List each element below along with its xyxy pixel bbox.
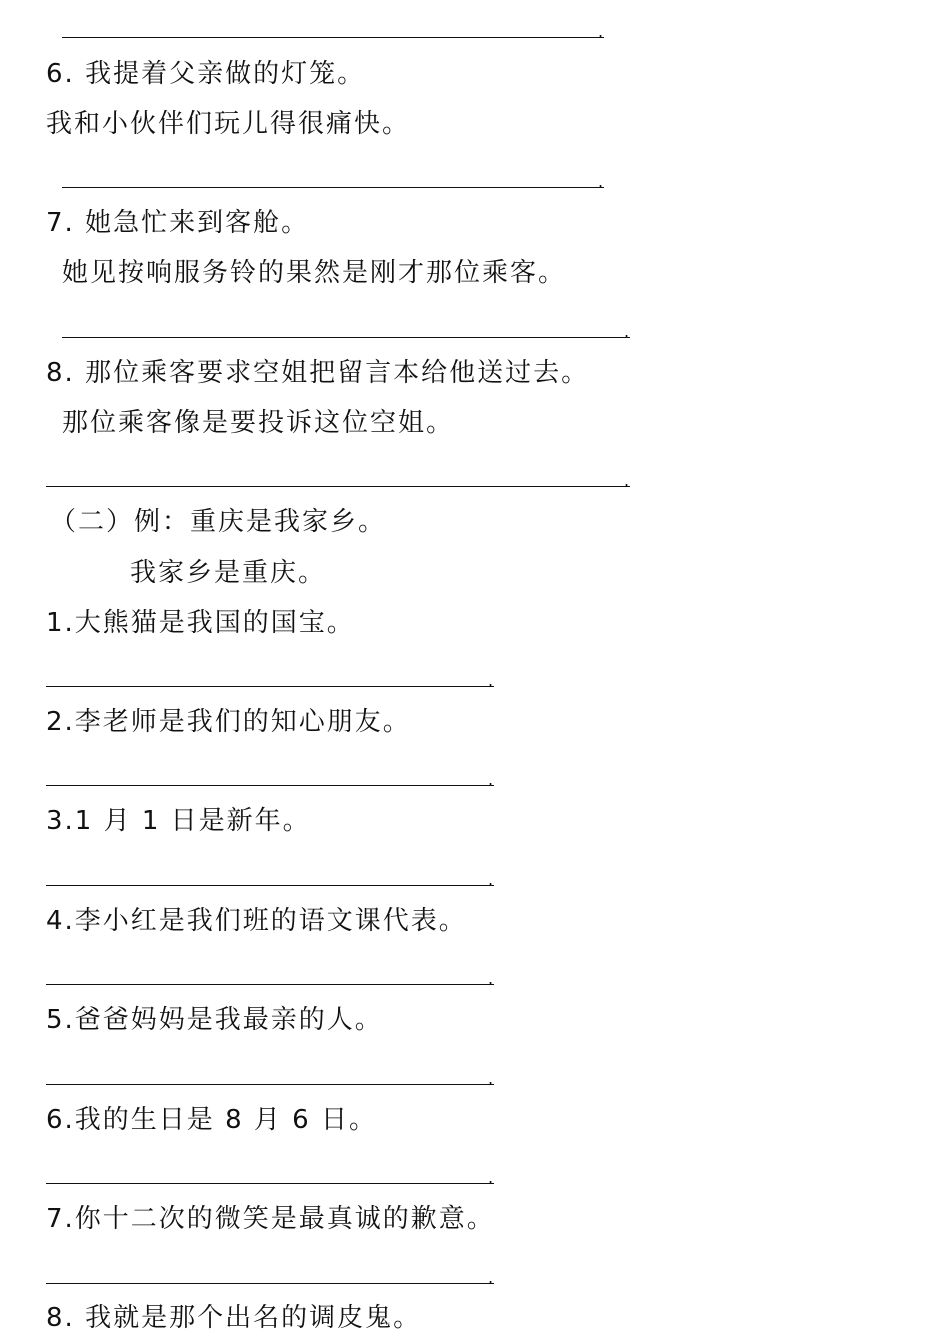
answer-line[interactable] <box>46 486 630 487</box>
period-mark: . <box>488 969 494 988</box>
answer-line[interactable] <box>62 337 630 338</box>
answer-line[interactable] <box>46 1283 494 1284</box>
answer-line[interactable] <box>46 1084 494 1085</box>
answer-line[interactable] <box>46 984 494 985</box>
period-mark: . <box>488 1268 494 1287</box>
period-mark: . <box>624 322 630 341</box>
exercise-item-8: 8. 我就是那个出名的调皮鬼。 <box>46 1303 422 1333</box>
section-2-heading: （二）例：重庆是我家乡。 <box>50 507 387 537</box>
exercise-item-4: 4.李小红是我们班的语文课代表。 <box>46 906 467 936</box>
question-6-line-2: 我和小伙伴们玩儿得很痛快。 <box>46 109 411 139</box>
question-8-line-2: 那位乘客像是要投诉这位空姐。 <box>62 408 455 438</box>
exercise-item-5: 5.爸爸妈妈是我最亲的人。 <box>46 1005 383 1035</box>
question-7-line-2: 她见按响服务铃的果然是刚才那位乘客。 <box>62 258 567 288</box>
exercise-item-7: 7.你十二次的微笑是最真诚的歉意。 <box>46 1204 495 1234</box>
question-8-line-1: 8. 那位乘客要求空姐把留言本给他送过去。 <box>46 358 590 388</box>
period-mark: . <box>488 770 494 789</box>
period-mark: . <box>488 671 494 690</box>
answer-line[interactable] <box>46 785 494 786</box>
period-mark: . <box>598 172 604 191</box>
period-mark: . <box>598 22 604 41</box>
answer-line[interactable] <box>46 1183 494 1184</box>
exercise-item-2: 2.李老师是我们的知心朋友。 <box>46 707 411 737</box>
answer-line[interactable] <box>62 187 604 188</box>
answer-line[interactable] <box>46 686 494 687</box>
period-mark: . <box>488 1168 494 1187</box>
question-6-line-1: 6. 我提着父亲做的灯笼。 <box>46 59 366 89</box>
period-mark: . <box>624 471 630 490</box>
answer-line[interactable] <box>62 37 604 38</box>
exercise-item-6: 6.我的生日是 8 月 6 日。 <box>46 1105 377 1135</box>
period-mark: . <box>488 870 494 889</box>
exercise-item-3: 3.1 月 1 日是新年。 <box>46 806 311 836</box>
exercise-item-1: 1.大熊猫是我国的国宝。 <box>46 608 355 638</box>
answer-line[interactable] <box>46 885 494 886</box>
example-answer: 我家乡是重庆。 <box>130 558 327 588</box>
period-mark: . <box>488 1069 494 1088</box>
question-7-line-1: 7. 她急忙来到客舱。 <box>46 208 310 238</box>
